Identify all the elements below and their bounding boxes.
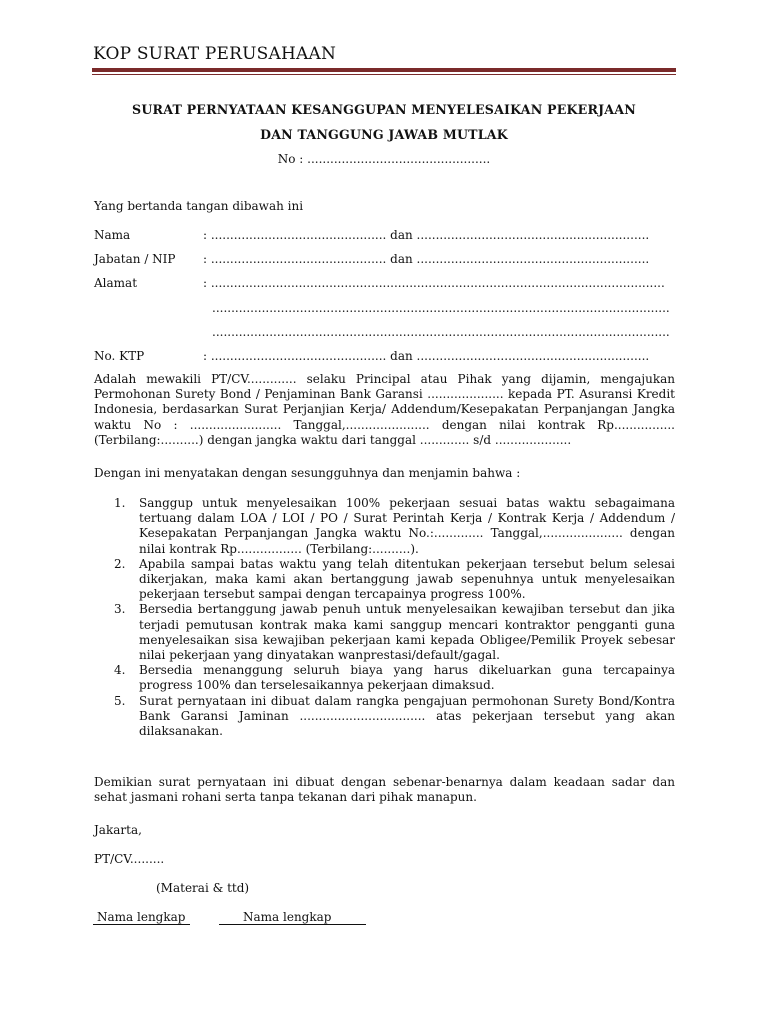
document-number: No : ................................................ xyxy=(277,152,491,166)
field-value-alamat: : ....................................................................................................................... xyxy=(203,276,665,290)
list-item xyxy=(94,694,675,740)
list-item xyxy=(94,602,675,663)
list-item-text: Surat pernyataan ini dibuat dalam rangka pengajuan permohonan Surety Bond/Kontra Bank Garansi Jaminan ................................. atas pekerjaan tersebut yang akan dilaksanakan. xyxy=(139,693,675,739)
field-value-alamat-line-3: ........................................................................................................................ xyxy=(212,325,670,339)
list-item-text: Bersedia menanggung seluruh biaya yang harus dikeluarkan guna tercapainya progress 100% dan terselesaikannya pekerjaan dimaksud. xyxy=(139,663,675,693)
representation-paragraph: Adalah mewakili PT/CV............. selaku Principal atau Pihak yang dijamin, mengajukan Permohonan Surety Bond / Penjaminan Bank Garansi .................... kepada PT. Asuransi Kredit Indonesia, berdasarkan Surat Perjanjian Kerja/ Addendum/Kesepakatan Perpanjangan Jangka waktu No : ........................ Tanggal,...................... dengan nilai kontrak Rp................ (Terbilang:..........) dengan jangka waktu dari tanggal ............. s/d .................... xyxy=(94,372,675,447)
commitment-list xyxy=(94,496,675,739)
list-item-number: 5. xyxy=(114,693,126,708)
letterhead-rule-thick xyxy=(92,68,676,72)
field-value-jabatan: : .............................................. dan ............................................................. xyxy=(203,252,650,266)
document-title-line-1: SURAT PERNYATAAN KESANGGUPAN MENYELESAIKAN PEKERJAAN xyxy=(132,102,636,117)
closing-paragraph: Demikian surat pernyataan ini dibuat dengan sebenar-benarnya dalam keadaan sadar dan sehat jasmani rohani serta tanpa tekanan dari pihak manapun. xyxy=(94,775,675,805)
signature-name-1: Nama lengkap xyxy=(97,910,186,924)
field-label-ktp: No. KTP xyxy=(94,349,145,363)
statement-text: Dengan ini menyatakan dengan sesungguhnya dan menjamin bahwa : xyxy=(94,466,521,480)
list-item-number: 4. xyxy=(114,663,126,678)
company-name: PT/CV......... xyxy=(94,852,165,866)
letterhead-title: KOP SURAT PERUSAHAAN xyxy=(93,44,337,64)
intro-text: Yang bertanda tangan dibawah ini xyxy=(94,199,304,213)
field-value-alamat-line-2: ........................................................................................................................ xyxy=(212,301,670,315)
field-label-alamat: Alamat xyxy=(94,276,138,290)
list-item xyxy=(94,663,675,693)
list-item-text: Bersedia bertanggung jawab penuh untuk menyelesaikan kewajiban tersebut dan jika terjadi pemutusan kontrak maka kami sanggup mencari kontraktor pengganti guna menyelesaikan sisa kewajiban pekerjaan kami kepada Obligee/Pemilik Proyek sebesar nilai pekerjaan yang dinyatakan wanprestasi/default/gagal. xyxy=(139,602,675,663)
field-label-nama: Nama xyxy=(94,228,131,242)
field-value-ktp: : .............................................. dan ............................................................. xyxy=(203,349,650,363)
list-item-number: 2. xyxy=(114,556,126,571)
list-item xyxy=(94,557,675,603)
list-item xyxy=(94,496,675,557)
field-value-nama: : .............................................. dan ............................................................. xyxy=(203,228,650,242)
list-item-text: Sanggup untuk menyelesaikan 100% pekerjaan sesuai batas waktu sebagaimana tertuang dalam LOA / LOI / PO / Surat Perintah Kerja / Kontrak Kerja / Addendum / Kesepakatan Perpanjangan Jangka waktu No.:............. Tanggal,..................... dengan nilai kontrak Rp................. (Terbilang:..........). xyxy=(139,496,675,556)
signature-line-1 xyxy=(93,924,190,925)
signature-line-2 xyxy=(219,924,366,925)
list-item-number: 1. xyxy=(114,496,126,510)
list-item-number: 3. xyxy=(114,602,126,617)
stamp-note: (Materai & ttd) xyxy=(156,881,250,895)
list-item-text: Apabila sampai batas waktu yang telah ditentukan pekerjaan tersebut belum selesai dikerjakan, maka kami akan bertanggung jawab sepenuhnya untuk menyelesaikan pekerjaan tersebut sampai dengan tercapainya progress 100%. xyxy=(139,556,675,602)
signing-place: Jakarta, xyxy=(94,823,142,837)
signature-name-2: Nama lengkap xyxy=(243,910,332,924)
document-title-line-2: DAN TANGGUNG JAWAB MUTLAK xyxy=(260,127,508,142)
field-label-jabatan: Jabatan / NIP xyxy=(94,252,176,266)
letterhead-rule-thin xyxy=(92,74,676,75)
